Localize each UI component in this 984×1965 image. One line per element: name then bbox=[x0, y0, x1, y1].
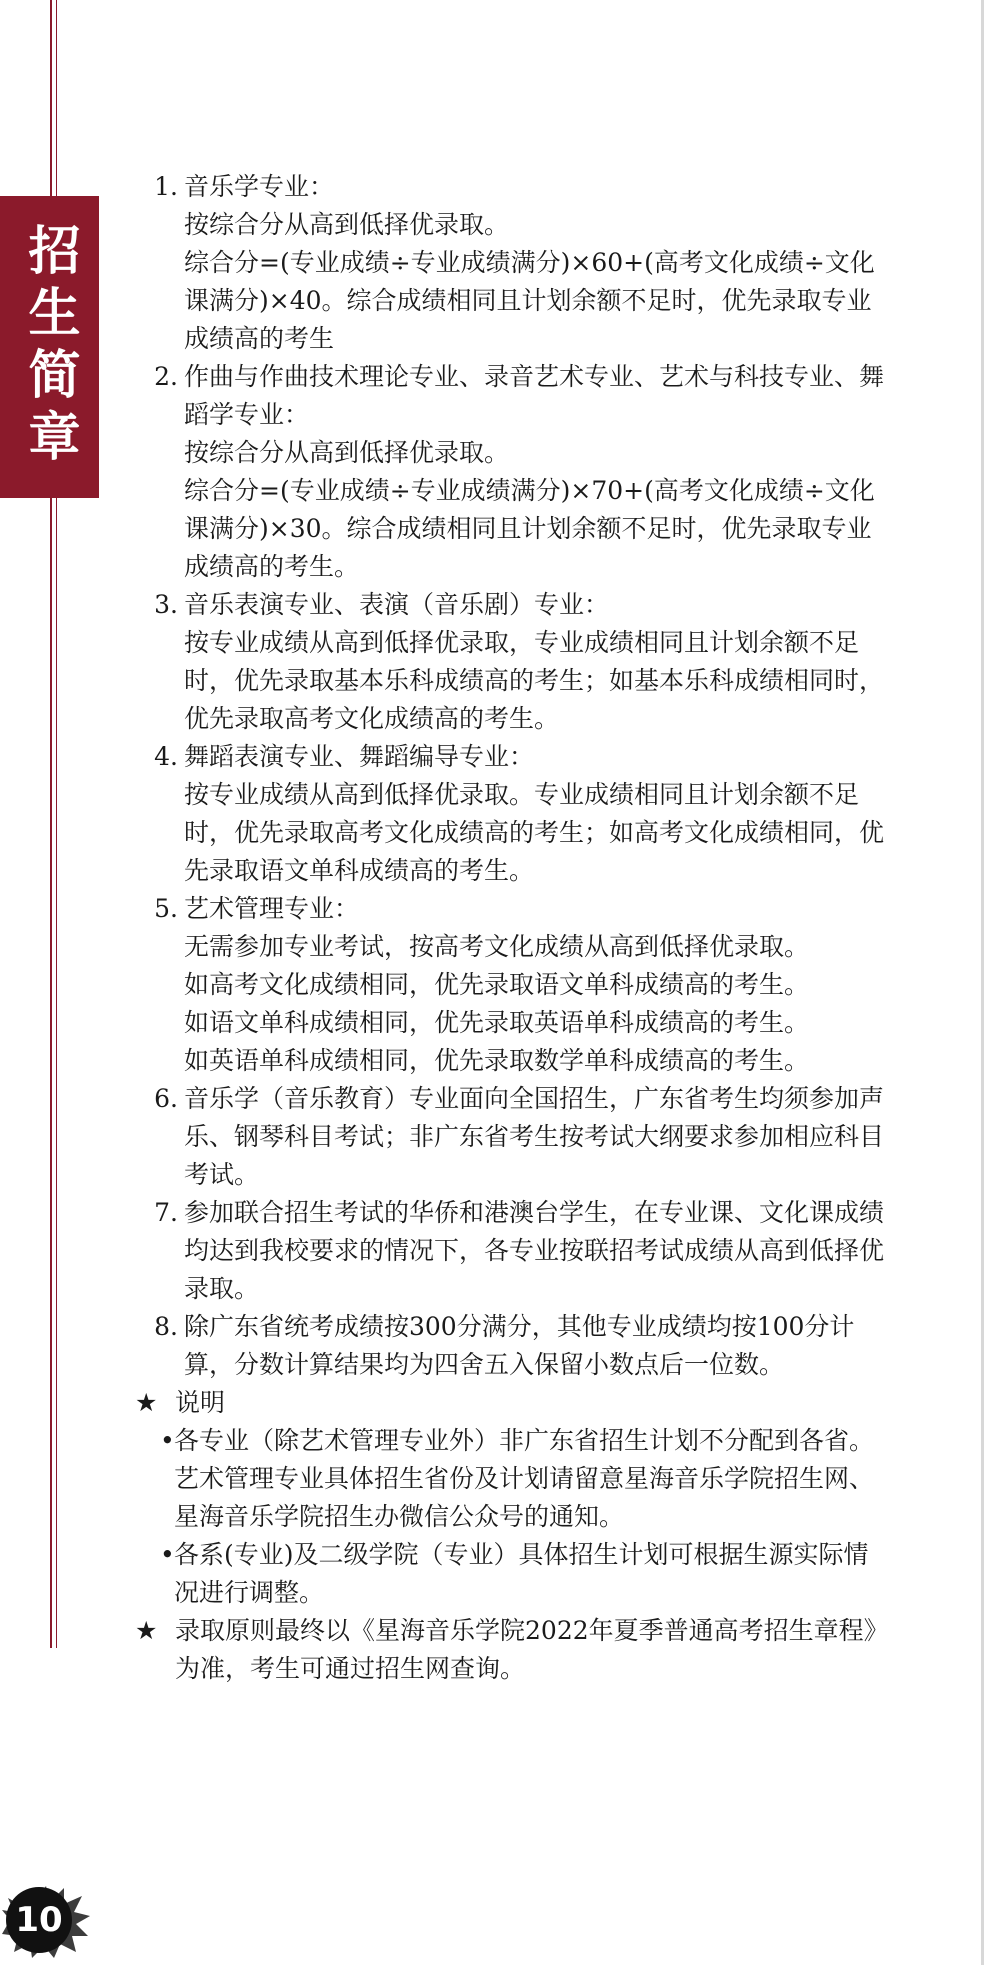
rule-item bbox=[135, 1194, 890, 1308]
side-tab-label: 招生简章 bbox=[19, 223, 79, 471]
rule-text: 综合分=(专业成绩÷专业成绩满分)×70+(高考文化成绩÷文化课满分)×30。综合成绩相同且计划余额不足时，优先录取专业成绩高的考生。 bbox=[184, 476, 875, 581]
rule-title: 舞蹈表演专业、舞蹈编导专业： bbox=[184, 742, 535, 771]
rule-number: 5. bbox=[154, 894, 178, 923]
notes-heading bbox=[135, 1384, 890, 1422]
rule-title: 作曲与作曲技术理论专业、录音艺术专业、艺术与科技专业、舞蹈学专业： bbox=[184, 362, 885, 429]
side-tab bbox=[0, 196, 99, 498]
rule-text: 按综合分从高到低择优录取。 bbox=[184, 438, 510, 467]
page-number: 10 bbox=[15, 1900, 63, 1940]
notes-heading-label: 说明 bbox=[175, 1388, 226, 1417]
note-text: 各系(专业)及二级学院（专业）具体招生计划可根据生源实际情况进行调整。 bbox=[174, 1540, 869, 1607]
note-text: 各专业（除艺术管理专业外）非广东省招生计划不分配到各省。艺术管理专业具体招生省份及计划请留意星海音乐学院招生网、星海音乐学院招生办微信公众号的通知。 bbox=[174, 1426, 875, 1531]
rule-item bbox=[135, 1308, 890, 1384]
rule-text: 综合分=(专业成绩÷专业成绩满分)×60+(高考文化成绩÷文化课满分)×40。综合成绩相同且计划余额不足时，优先录取专业成绩高的考生 bbox=[184, 248, 875, 353]
bullet-dot-icon: • bbox=[160, 1426, 175, 1455]
rule-item bbox=[135, 358, 890, 586]
rule-text: 参加联合招生考试的华侨和港澳台学生，在专业课、文化课成绩均达到我校要求的情况下，各专业按联招考试成绩从高到低择优录取。 bbox=[184, 1198, 885, 1303]
rule-text: 按专业成绩从高到低择优录取。专业成绩相同且计划余额不足时，优先录取高考文化成绩高的考生；如高考文化成绩相同，优先录取语文单科成绩高的考生。 bbox=[184, 780, 885, 885]
bullet-dot-icon: • bbox=[160, 1540, 175, 1569]
rule-title: 音乐学专业： bbox=[184, 172, 335, 201]
rule-number: 8. bbox=[154, 1312, 178, 1341]
rule-text: 无需参加专业考试，按高考文化成绩从高到低择优录取。 bbox=[184, 932, 810, 961]
rule-number: 4. bbox=[154, 742, 178, 771]
rule-text: 如高考文化成绩相同，优先录取语文单科成绩高的考生。 bbox=[184, 970, 810, 999]
rule-item bbox=[135, 586, 890, 738]
rule-item bbox=[135, 168, 890, 358]
rule-text: 音乐学（音乐教育）专业面向全国招生，广东省考生均须参加声乐、钢琴科目考试；非广东省考生按考试大纲要求参加相应科目考试。 bbox=[184, 1084, 885, 1189]
star-icon: ★ bbox=[135, 1388, 158, 1417]
rule-number: 6. bbox=[154, 1084, 178, 1113]
page-number-badge bbox=[6, 1887, 72, 1953]
rule-number: 2. bbox=[154, 362, 178, 391]
rule-item bbox=[135, 738, 890, 890]
note-bullet bbox=[160, 1422, 890, 1536]
rule-number: 3. bbox=[154, 590, 178, 619]
rule-text: 除广东省统考成绩按300分满分，其他专业成绩均按100分计算，分数计算结果均为四舍五入保留小数点后一位数。 bbox=[184, 1312, 855, 1379]
admission-rules bbox=[135, 168, 890, 1688]
note-bullet bbox=[160, 1536, 890, 1612]
rule-number: 7. bbox=[154, 1198, 178, 1227]
star-icon: ★ bbox=[135, 1616, 158, 1645]
rule-title: 音乐表演专业、表演（音乐剧）专业： bbox=[184, 590, 610, 619]
rule-text: 按专业成绩从高到低择优录取，专业成绩相同且计划余额不足时，优先录取基本乐科成绩高的考生；如基本乐科成绩相同时，优先录取高考文化成绩高的考生。 bbox=[184, 628, 885, 733]
rule-title: 艺术管理专业： bbox=[184, 894, 360, 923]
final-note-text: 录取原则最终以《星海音乐学院2022年夏季普通高考招生章程》为准，考生可通过招生网查询。 bbox=[175, 1616, 889, 1683]
rule-item bbox=[135, 890, 890, 1080]
rule-text: 按综合分从高到低择优录取。 bbox=[184, 210, 510, 239]
rule-number: 1. bbox=[154, 172, 178, 201]
rule-text: 如语文单科成绩相同，优先录取英语单科成绩高的考生。 bbox=[184, 1008, 810, 1037]
final-note bbox=[135, 1612, 890, 1688]
rule-item bbox=[135, 1080, 890, 1194]
rule-text: 如英语单科成绩相同，优先录取数学单科成绩高的考生。 bbox=[184, 1046, 810, 1075]
